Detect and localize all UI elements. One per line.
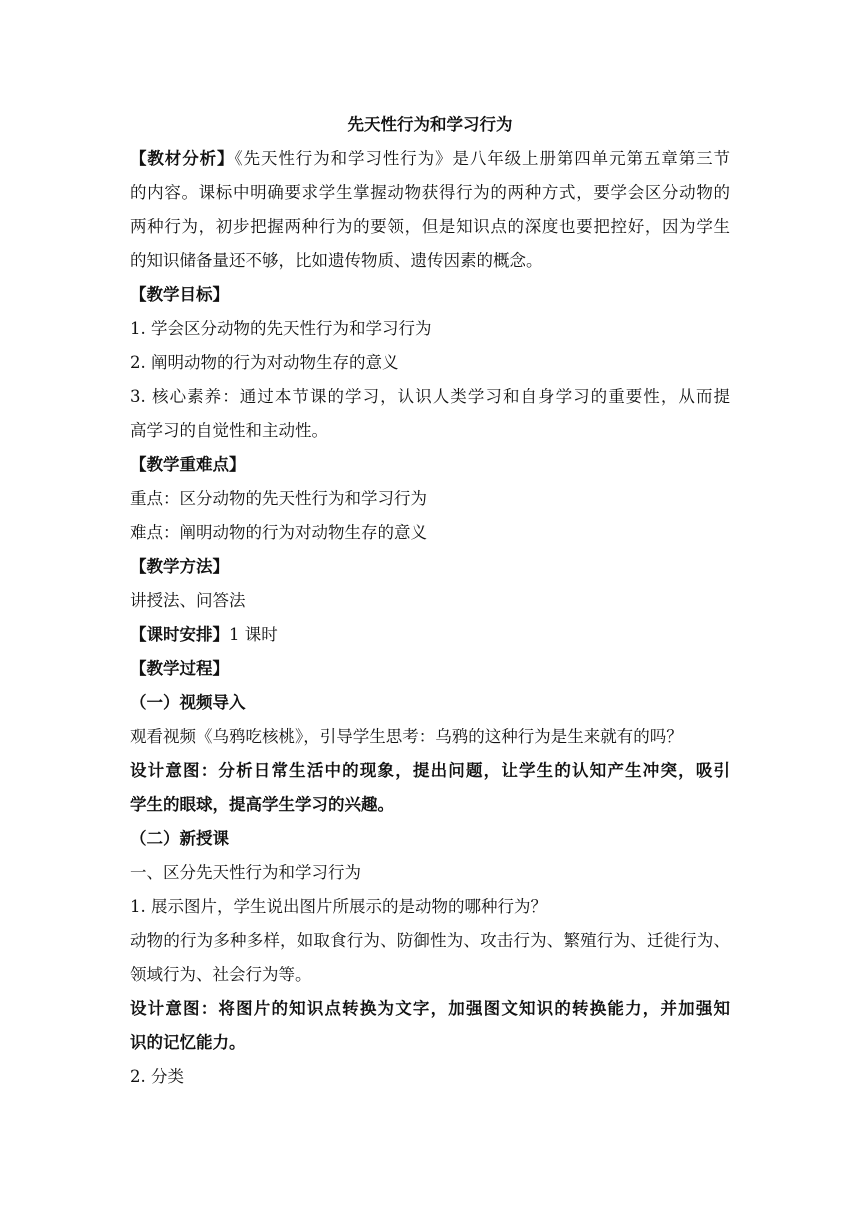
analysis-line-1 bbox=[130, 142, 730, 176]
subsection-1-heading: 一、区分先天性行为和学习行为 bbox=[130, 863, 361, 882]
analysis-line-2: 的内容。课标中明确要求学生掌握动物获得行为的两种方式，要学会区分动物的 bbox=[130, 183, 730, 202]
goal-3-line-1: 3. 核心素养：通过本节课的学习，认识人类学习和自身学习的重要性，从而提 bbox=[130, 387, 730, 406]
goal-3-line-2: 高学习的自觉性和主动性。 bbox=[130, 421, 328, 440]
section-1-text: 观看视频《乌鸦吃核桃》，引导学生思考：乌鸦的这种行为是生来就有的吗？ bbox=[130, 727, 683, 746]
document-page bbox=[130, 108, 730, 1094]
method-heading: 【教学方法】 bbox=[130, 557, 229, 576]
difficult-point: 难点：阐明动物的行为对动物生存的意义 bbox=[130, 523, 427, 542]
method-text: 讲授法、问答法 bbox=[130, 591, 246, 610]
section-1-heading: （一）视频导入 bbox=[130, 693, 246, 712]
goal-2: 2. 阐明动物的行为对动物生存的意义 bbox=[130, 353, 399, 372]
process-heading: 【教学过程】 bbox=[130, 659, 229, 678]
behaviour-line-1: 动物的行为多种多样，如取食行为、防御性为、攻击行为、繁殖行为、迁徙行为、 bbox=[130, 931, 730, 950]
hours-heading: 【课时安排】 bbox=[130, 625, 229, 644]
section-2-heading: （二）新授课 bbox=[130, 829, 229, 848]
analysis-line-4: 的知识储备量还不够，比如遗传物质、遗传因素的概念。 bbox=[130, 251, 543, 270]
intent-1-line-1: 设计意图：分析日常生活中的现象，提出问题，让学生的认知产生冲突，吸引 bbox=[130, 761, 730, 780]
behaviour-line-2: 领域行为、社会行为等。 bbox=[130, 965, 312, 984]
key-point: 重点：区分动物的先天性行为和学习行为 bbox=[130, 489, 427, 508]
analysis-text-1: 《先天性行为和学习性行为》是八年级上册第四单元第五章第三节 bbox=[234, 149, 730, 168]
analysis-line-3: 两种行为，初步把握两种行为的要领，但是知识点的深度也要把控好，因为学生 bbox=[130, 217, 730, 236]
intent-2-line-1: 设计意图：将图片的知识点转换为文字，加强图文知识的转换能力，并加强知 bbox=[130, 999, 730, 1018]
step-1: 1. 展示图片，学生说出图片所展示的是动物的哪种行为？ bbox=[130, 897, 547, 916]
hours-line bbox=[130, 618, 730, 652]
document-title: 先天性行为和学习行为 bbox=[347, 115, 513, 134]
intent-2-line-2: 识的记忆能力。 bbox=[130, 1033, 246, 1052]
intent-1-line-2: 学生的眼球，提高学生学习的兴趣。 bbox=[130, 795, 394, 814]
hours-text: 1 课时 bbox=[229, 625, 278, 644]
key-points-heading: 【教学重难点】 bbox=[130, 455, 246, 474]
goals-heading: 【教学目标】 bbox=[130, 285, 229, 304]
step-2: 2. 分类 bbox=[130, 1067, 184, 1086]
analysis-heading: 【教材分析】 bbox=[130, 149, 235, 168]
goal-1: 1. 学会区分动物的先天性行为和学习行为 bbox=[130, 319, 432, 338]
